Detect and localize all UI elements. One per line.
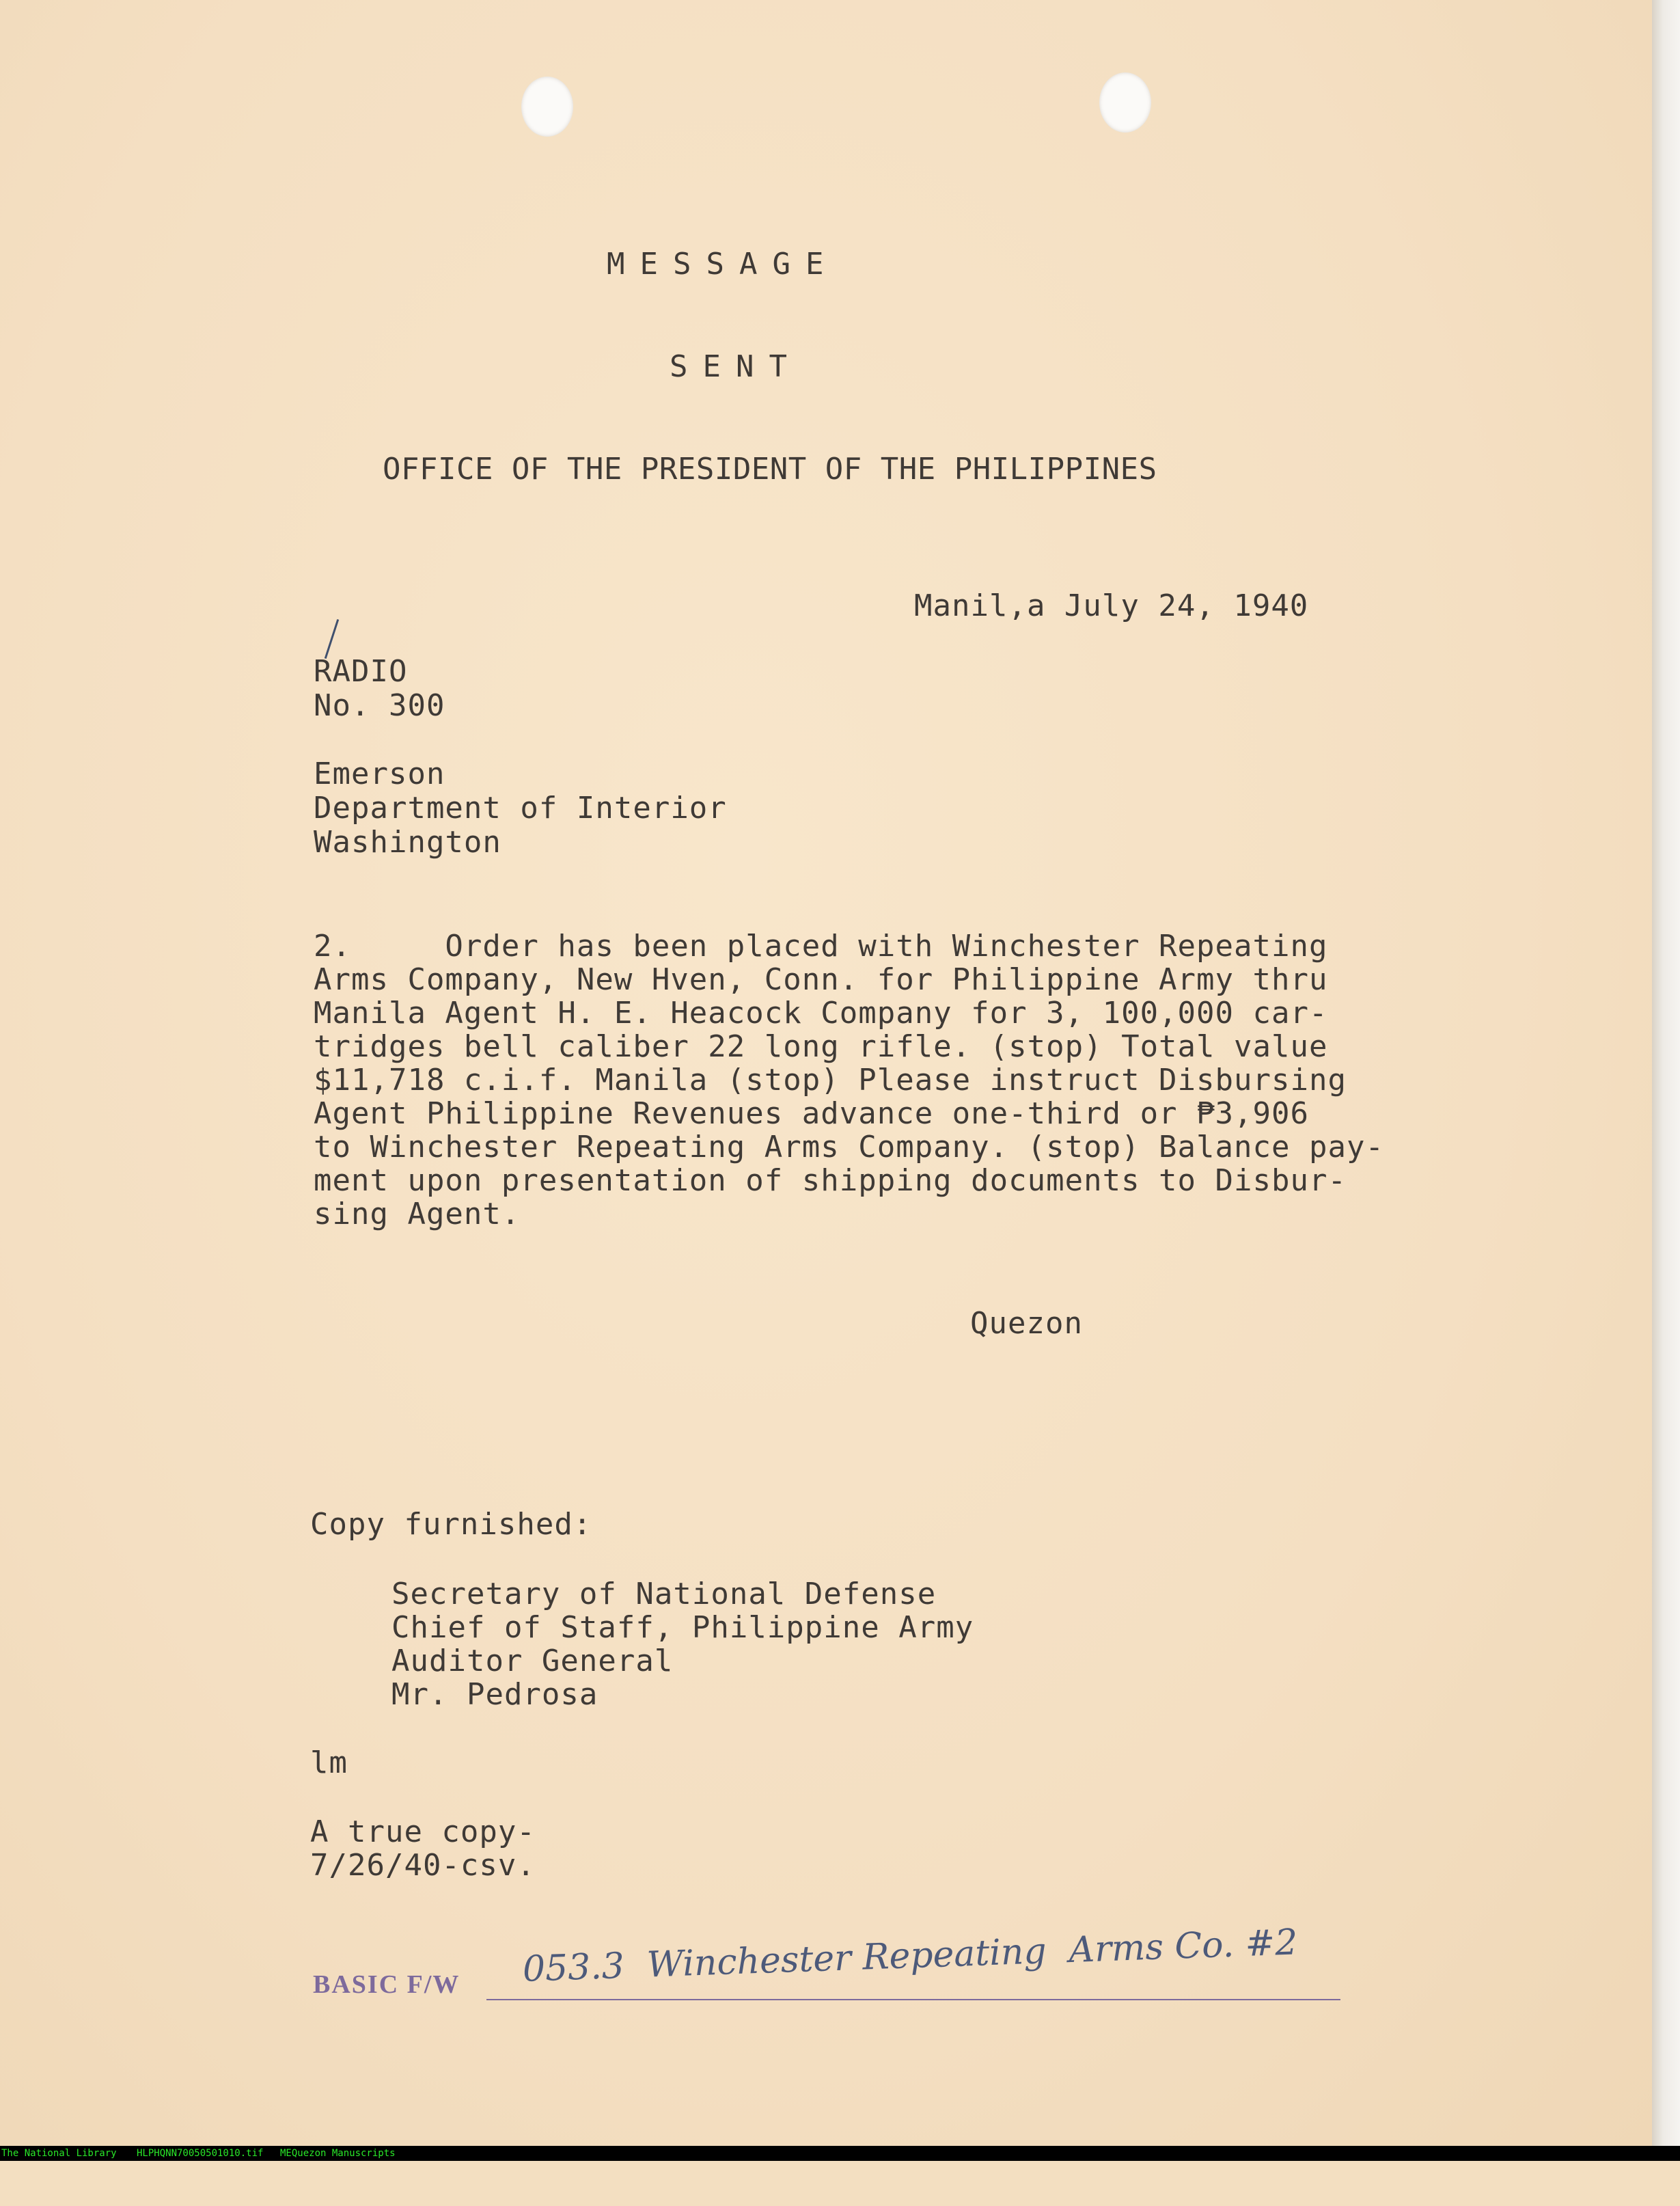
true-copy-date: 7/26/40-csv. [310,1848,536,1883]
body-line: $11,718 c.i.f. Manila (stop) Please instruct Disbursing [314,1063,1347,1098]
body-line: sing Agent. [314,1197,521,1231]
copy-recipient: Mr. Pedrosa [391,1677,598,1712]
body-line: tridges bell caliber 22 long rifle. (stop) Total value [314,1029,1328,1064]
footer-collection: MEQuezon Manuscripts [280,2148,396,2159]
header-sent: SENT [670,349,802,384]
typist-initials: lm [310,1745,348,1780]
body-line: 2. Order has been placed with Winchester Repeating [314,929,1328,964]
addressee-name: Emerson [314,757,445,791]
addressee-department: Department of Interior [314,791,727,826]
copy-furnished-label: Copy furnished: [310,1507,592,1542]
body-line: Arms Company, New Hven, Conn. for Philippine Army thru [314,962,1328,997]
stamp-underline [486,1999,1340,2000]
signature: Quezon [970,1306,1083,1341]
punch-hole-left [521,77,573,137]
radio-label: RADIO [314,654,408,689]
body-line: Manila Agent H. E. Heacock Company for 3, 100,000 car- [314,996,1328,1031]
copy-recipient: Secretary of National Defense [391,1577,937,1611]
copy-recipient: Chief of Staff, Philippine Army [391,1610,974,1645]
handwritten-file-reference: 053.3 Winchester Repeating Arms Co. #2 [521,1922,1299,1990]
radio-number: No. 300 [314,688,445,723]
body-line: ment upon presentation of shipping documents to Disbur- [314,1163,1347,1198]
addressee-city: Washington [314,825,501,860]
body-line: Agent Philippine Revenues advance one-third or ₱3,906 [314,1096,1309,1131]
header-office: OFFICE OF THE PRESIDENT OF THE PHILIPPINES [383,452,1157,487]
scan-edge [1652,0,1680,2146]
body-line: to Winchester Repeating Arms Company. (stop) Balance pay- [314,1130,1384,1165]
punch-hole-right [1099,72,1151,133]
footer-file: HLPHQNN70050501010.tif [137,2148,264,2159]
copy-recipient: Auditor General [391,1644,674,1678]
dateline: Manil,a July 24, 1940 [914,588,1309,623]
header-message: MESSAGE [607,247,839,282]
footer-library: The National Library [1,2148,117,2159]
file-stamp: BASIC F/W [313,1970,460,1999]
true-copy-line: A true copy- [310,1814,536,1849]
scan-footer [0,2146,1680,2161]
check-mark-icon [325,619,339,659]
